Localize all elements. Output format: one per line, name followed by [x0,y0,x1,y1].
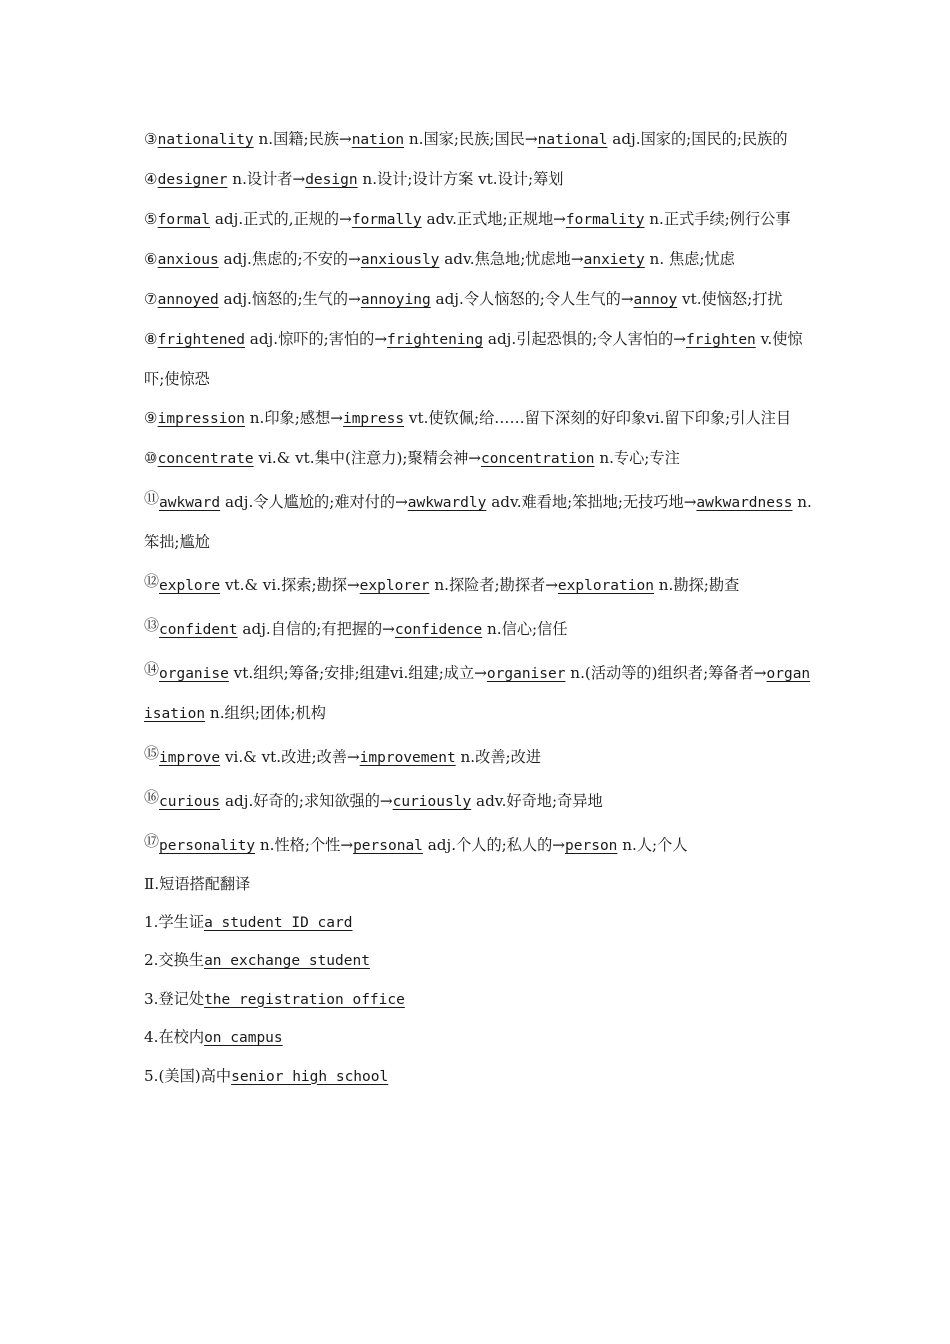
vocab-entry [144,280,812,320]
definition-text: n.探险者;勘探者→ [429,576,558,594]
answer-word: impress [342,411,405,427]
answer-word: organisation [144,666,811,722]
entry-number: ⑦ [144,290,158,308]
definition-text: adj.令人尴尬的;难对付的→ [220,493,408,511]
answer-word: design [305,172,358,188]
vocab-entry [144,562,812,606]
entry-number: ⑭ [144,660,160,678]
answer-word: frighten [685,332,756,348]
definition-text: v.使惊吓;使惊恐 [144,330,803,388]
vocabulary-list [144,120,812,866]
answer-word: exploration [557,578,654,594]
entry-number: ④ [144,170,158,188]
answer-word: curious [159,794,221,810]
entry-number: ⑩ [144,449,158,467]
vocab-entry [144,479,812,562]
vocab-entry [144,822,812,866]
entry-number: ⑧ [144,330,158,348]
entry-number: ③ [144,130,158,148]
answer-word: improvement [359,750,456,766]
vocab-entry [144,200,812,240]
definition-text: adj.自信的;有把握的→ [237,620,395,638]
entry-number: ⑮ [144,744,160,762]
entry-number: ⑯ [144,788,160,806]
definition-text: adv.焦急地;忧虑地→ [439,250,584,268]
answer-word: person [565,838,618,854]
definition-text: vi.& vt.集中(注意力);聚精会神→ [253,449,481,467]
answer-word: awkward [159,495,221,511]
definition-text: n.勘探;勘查 [653,576,740,594]
definition-text: n. 焦虑;忧虑 [644,250,735,268]
phrase-answer: a student ID card [204,914,353,931]
answer-word: concentration [481,451,595,467]
answer-word: explore [159,578,221,594]
definition-text: vt.使钦佩;给……留下深刻的好印象vi.留下印象;引人注目 [404,409,792,427]
answer-word: nation [351,132,405,148]
vocab-entry [144,778,812,822]
definition-text: adv.好奇地;奇异地 [471,792,603,810]
definition-text: adj.正式的,正规的→ [210,210,352,228]
section-title: Ⅱ.短语搭配翻译 [144,875,251,893]
phrase-answer: an exchange student [204,953,370,969]
definition-text: n.人;个人 [617,836,688,854]
phrase-answer: on campus [204,1030,283,1046]
answer-word: anxiously [360,252,440,268]
answer-word: organiser [486,666,566,682]
answer-word: formality [565,212,645,228]
phrase-answer: senior high school [231,1068,389,1085]
answer-word: annoyed [157,292,219,308]
answer-word: anxious [157,252,219,268]
answer-word: nationality [157,132,254,148]
answer-word: awkwardly [407,495,487,511]
definition-text: adj.国家的;国民的;民族的 [607,130,788,148]
definition-text: n.性格;个性→ [255,836,354,854]
definition-text: n.国家;民族;国民→ [404,130,538,148]
definition-text: n.改善;改进 [455,748,542,766]
definition-text: adj.焦虑的;不安的→ [218,250,361,268]
phrase-prompt: 5.(美国)高中 [144,1066,232,1085]
answer-word: concentrate [157,451,254,467]
definition-text: adv.难看地;笨拙地;无技巧地→ [486,493,697,511]
phrase-item [144,1019,812,1058]
entry-number: ⑬ [144,616,160,634]
definition-text: vt.组织;筹备;安排;组建vi.组建;成立→ [228,664,487,682]
definition-text: n.国籍;民族→ [253,130,352,148]
definition-text: n.笨拙;尴尬 [144,493,812,551]
answer-word: improve [159,750,221,766]
phrase-prompt: 3.登记处 [144,989,205,1008]
answer-word: awkwardness [696,495,793,511]
answer-word: organise [159,666,229,682]
answer-word: annoy [633,292,678,308]
definition-text: adj.个人的;私人的→ [422,836,566,854]
entry-number: ⑤ [144,210,158,228]
definition-text: n.设计;设计方案 vt.设计;筹划 [357,170,564,188]
definition-text: n.设计者→ [227,170,306,188]
phrase-prompt: 2.交换生 [144,951,205,969]
phrase-item [144,904,812,943]
phrase-answer: the registration office [204,991,405,1008]
definition-text: adj.令人恼怒的;令人生气的→ [430,290,634,308]
phrase-item [144,942,812,981]
answer-word: frightening [387,332,484,348]
phrase-list [144,904,812,1097]
answer-word: designer [157,172,228,188]
definition-text: n.信心;信任 [482,620,568,638]
answer-word: explorer [359,578,430,594]
answer-word: anxiety [583,252,645,268]
entry-number: ⑫ [144,572,160,590]
phrase-item [144,981,812,1020]
answer-word: impression [157,411,245,427]
entry-number: ⑪ [144,489,160,507]
vocab-entry [144,320,812,399]
definition-text: n.专心;专注 [594,449,680,467]
definition-text: n.(活动等的)组织者;筹备者→ [565,664,767,682]
answer-word: annoying [360,292,431,308]
definition-text: adv.正式地;正规地→ [421,210,566,228]
answer-word: curiously [392,794,472,810]
definition-text: adj.好奇的;求知欲强的→ [220,792,393,810]
answer-word: frightened [157,332,245,348]
answer-word: personality [159,838,256,854]
document-page [144,120,812,1096]
answer-word: formal [157,212,211,228]
phrase-item [144,1058,812,1097]
definition-text: vi.& vt.改进;改善→ [220,748,360,766]
vocab-entry [144,606,812,650]
definition-text: adj.惊吓的;害怕的→ [244,330,388,348]
answer-word: confident [159,622,238,638]
vocab-entry [144,439,812,479]
entry-number: ⑥ [144,250,158,268]
entry-number: ⑨ [144,409,158,427]
definition-text: n.正式手续;例行公事 [644,210,791,228]
vocab-entry [144,399,812,439]
phrase-prompt: 1.学生证 [144,912,205,931]
definition-text: n.印象;感想→ [244,409,343,427]
definition-text: vt.& vi.探索;勘探→ [220,576,360,594]
definition-text: vt.使恼怒;打扰 [677,290,783,308]
answer-word: confidence [394,622,483,638]
definition-text: n.组织;团体;机构 [205,704,326,722]
vocab-entry [144,650,812,734]
vocab-entry [144,120,812,160]
vocab-entry [144,240,812,280]
vocab-entry [144,734,812,778]
vocab-entry [144,160,812,200]
answer-word: personal [353,838,423,854]
definition-text: adj.恼怒的;生气的→ [218,290,361,308]
phrase-prompt: 4.在校内 [144,1028,205,1046]
definition-text: adj.引起恐惧的;令人害怕的→ [483,330,686,348]
answer-word: national [537,132,608,148]
answer-word: formally [351,212,422,228]
entry-number: ⑰ [144,832,160,850]
